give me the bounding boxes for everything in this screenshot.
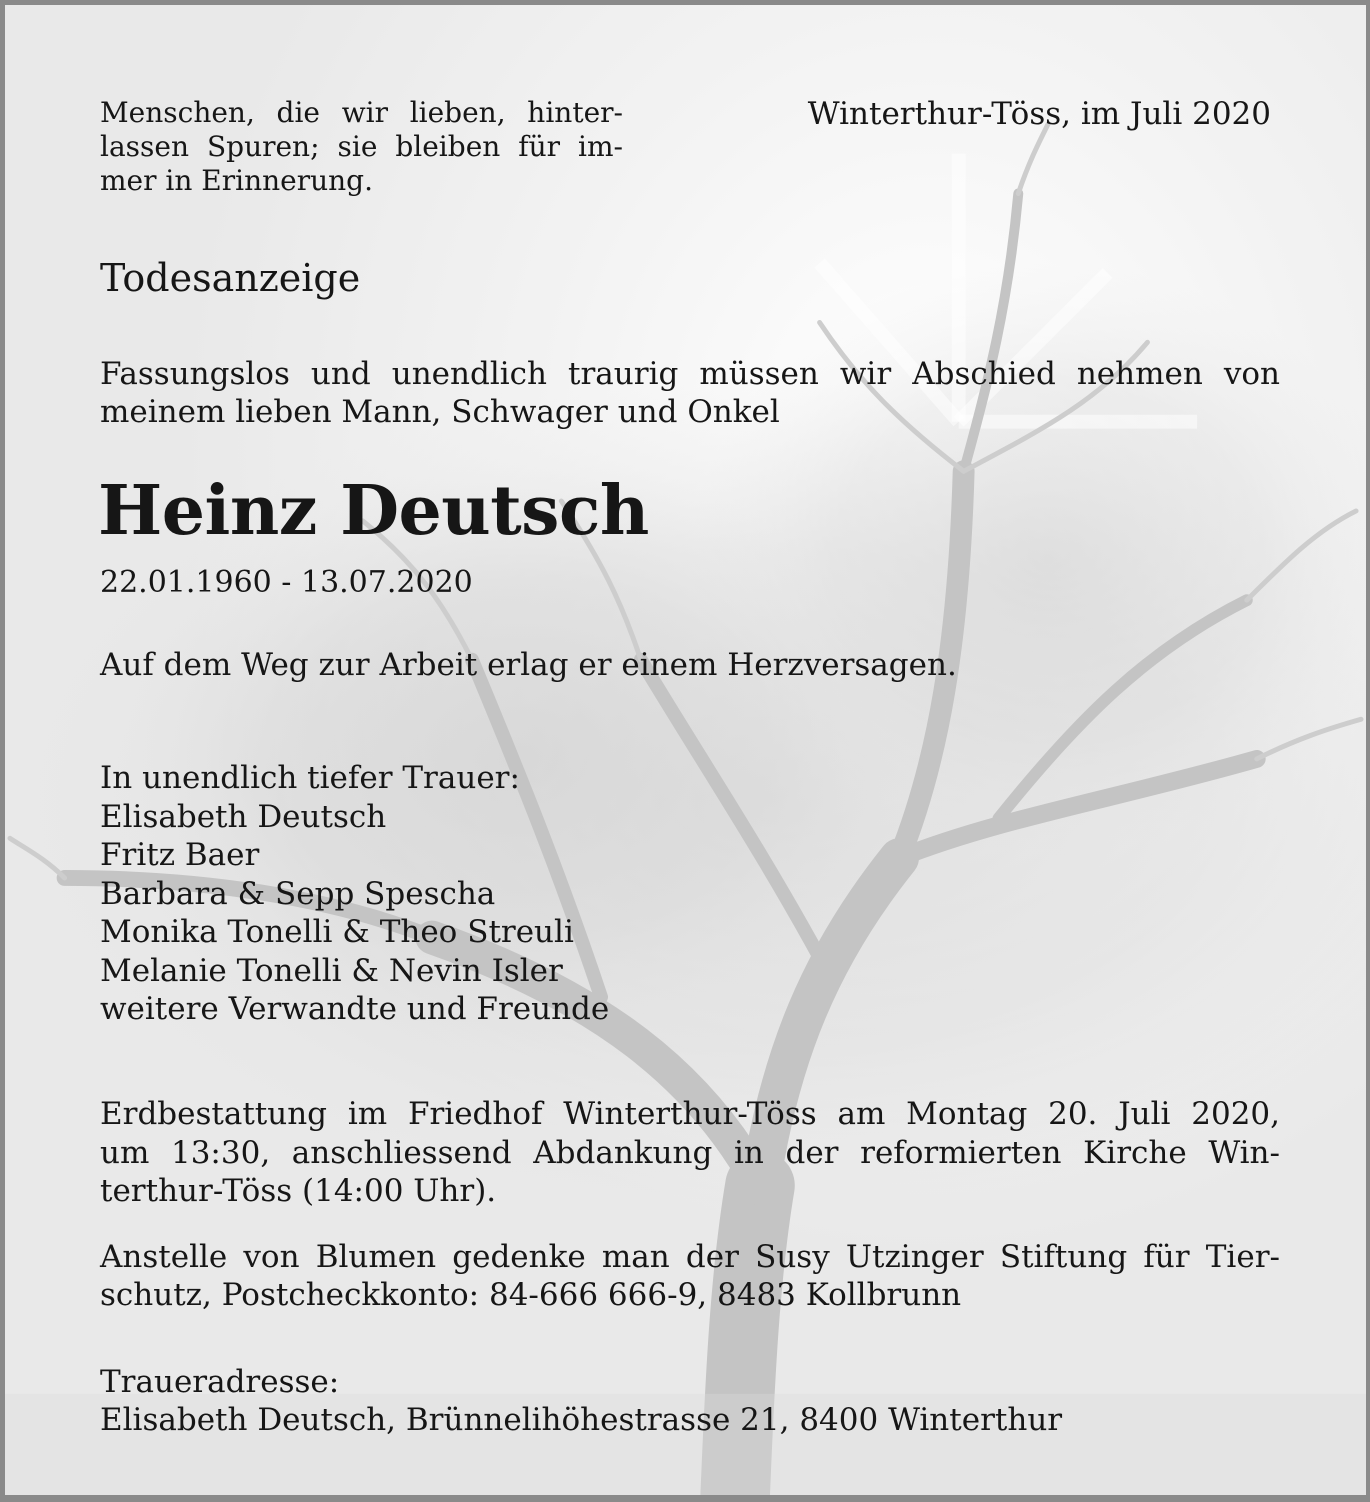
mourner-name: Barbara & Sepp Spescha [100,875,496,912]
intro-line: meinem lieben Mann, Schwager und Onkel [100,394,780,430]
address-value: Elisabeth Deutsch, Brünnelihöhestrasse 21, 8400 Winterthur [100,1402,1063,1438]
deceased-name: Heinz Deutsch [98,471,649,551]
intro-line: Fassungslos und unendlich traurig müssen wir Abschied nehmen von [100,356,1280,392]
donation-note [100,1238,1280,1314]
address-label: Traueradresse: [100,1364,340,1400]
mourners-intro: In unendlich tiefer Trauer: [100,760,520,796]
mourner-name: Monika Tonelli & Theo Streuli [100,914,574,950]
cause-of-death: Auf dem Weg zur Arbeit erlag er einem Herzversagen. [100,647,957,683]
place-date: Winterthur-Töss, im Juli 2020 [807,96,1271,132]
mourning-address [100,1363,1062,1439]
donation-line: schutz, Postcheckkonto: 84-666 666-9, 8483 Kollbrunn [100,1277,962,1313]
life-dates: 22.01.1960 - 13.07.2020 [100,565,473,600]
funeral-line: Erdbestattung im Friedhof Winterthur-Töss am Montag 20. Juli 2020, [100,1096,1280,1132]
mourner-name: Elisabeth Deutsch [100,798,387,835]
motto-line: lassen Spuren; sie bleiben für im- [100,130,623,163]
motto-quote [100,96,623,198]
notice-heading: Todesanzeige [100,256,361,300]
donation-line: Anstelle von Blumen gedenke man der Susy Utzinger Stiftung für Tier- [100,1239,1280,1275]
mourner-name: Melanie Tonelli & Nevin Isler [100,952,563,989]
funeral-line: terthur-Töss (14:00 Uhr). [100,1173,497,1209]
motto-line: Menschen, die wir lieben, hinter- [100,96,623,129]
intro-text [100,355,1280,431]
funeral-line: um 13:30, anschliessend Abdankung in der reformierten Kirche Win- [100,1134,1280,1171]
mourner-name: Fritz Baer [100,837,260,873]
mourners-list [100,759,609,1029]
mourner-name: weitere Verwandte und Freunde [100,991,610,1027]
motto-line: mer in Erinnerung. [100,164,373,197]
funeral-details [100,1095,1280,1211]
